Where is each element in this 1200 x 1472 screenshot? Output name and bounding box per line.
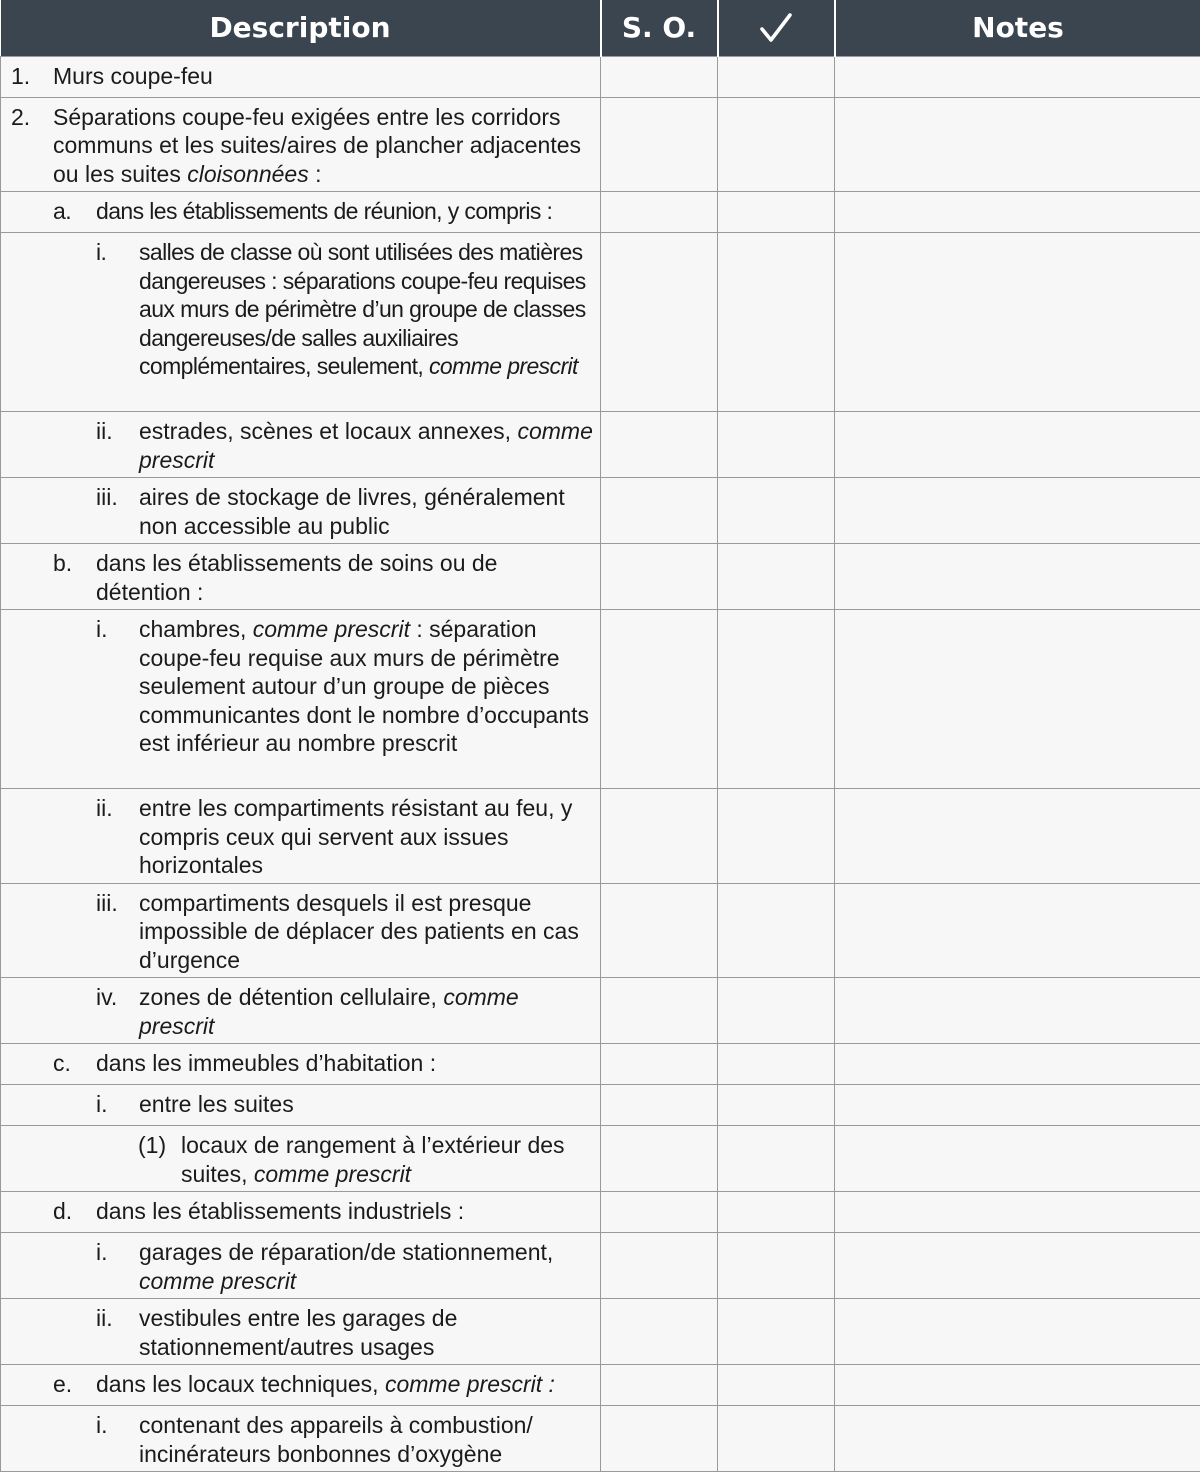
description-cell <box>1 1044 601 1085</box>
item-number: iii. <box>96 483 139 540</box>
item-text-part: chambres, <box>139 616 253 642</box>
check-cell[interactable] <box>718 1126 835 1192</box>
item-number: (1) <box>138 1131 181 1188</box>
list-item <box>1 1197 594 1226</box>
item-text <box>53 103 594 189</box>
description-cell <box>1 192 601 233</box>
item-number: ii. <box>96 417 139 474</box>
item-text-part: dans les établissements industriels : <box>96 1198 464 1224</box>
item-number: i. <box>96 1238 139 1295</box>
item-text <box>139 483 594 540</box>
item-text <box>96 549 594 606</box>
item-text-part: estrades, scènes et locaux annexes, <box>139 418 517 444</box>
item-text-part: dans les établissements de réunion, y compris : <box>96 198 552 224</box>
item-text <box>139 615 594 758</box>
so-cell[interactable] <box>601 544 718 610</box>
check-cell[interactable] <box>718 978 835 1044</box>
notes-cell[interactable] <box>835 97 1200 192</box>
item-text <box>139 889 594 975</box>
description-cell <box>1 1233 601 1299</box>
description-cell <box>1 1126 601 1192</box>
check-cell[interactable] <box>718 192 835 233</box>
description-cell <box>1 97 601 192</box>
item-text-part: locaux de rangement à l’extérieur des suites, <box>181 1132 565 1187</box>
item-text-part: contenant des appareils à combustion/ incinérateurs bonbonnes d’oxygène <box>139 1412 533 1467</box>
item-text <box>96 1049 594 1078</box>
item-text-italic: comme prescrit <box>139 1268 296 1294</box>
item-text-italic: cloisonnées <box>187 161 308 187</box>
item-text-part: : <box>309 161 322 187</box>
item-number: i. <box>96 1411 139 1468</box>
table-row <box>1 1299 1200 1365</box>
item-text <box>139 794 594 880</box>
check-cell[interactable] <box>718 883 835 978</box>
check-cell[interactable] <box>718 56 835 97</box>
item-text-part: dans les immeubles d’habitation : <box>96 1050 436 1076</box>
check-cell[interactable] <box>718 1192 835 1233</box>
item-number: i. <box>96 615 139 758</box>
table-row <box>1 1365 1200 1406</box>
notes-cell[interactable] <box>835 1192 1200 1233</box>
table-row <box>1 97 1200 192</box>
notes-cell[interactable] <box>835 610 1200 789</box>
list-item <box>1 889 594 975</box>
list-item <box>1 1131 594 1188</box>
table-row <box>1 192 1200 233</box>
check-cell[interactable] <box>718 789 835 884</box>
notes-cell[interactable] <box>835 883 1200 978</box>
item-text-part: vestibules entre les garages de stationnement/autres usages <box>139 1305 457 1360</box>
notes-cell[interactable] <box>835 192 1200 233</box>
description-cell <box>1 1299 601 1365</box>
so-cell[interactable] <box>601 978 718 1044</box>
list-item <box>1 197 594 226</box>
so-cell[interactable] <box>601 1365 718 1406</box>
item-number: iv. <box>96 983 139 1040</box>
list-item <box>1 238 594 381</box>
item-number: ii. <box>96 1304 139 1361</box>
list-item <box>1 1304 594 1361</box>
table-row <box>1 56 1200 97</box>
check-cell[interactable] <box>718 233 835 412</box>
list-item <box>1 1049 594 1078</box>
check-cell[interactable] <box>718 1299 835 1365</box>
item-text-part: entre les suites <box>139 1091 294 1117</box>
description-cell <box>1 1406 601 1472</box>
so-cell[interactable] <box>601 789 718 884</box>
description-cell <box>1 233 601 412</box>
so-cell[interactable] <box>601 1192 718 1233</box>
item-text-part: salles de classe où sont utilisées des matières dangereuses : séparations coupe-feu requises aux murs de périmètre d’un groupe de classes dangereuses/de salles auxiliaires complémentaires, seulement, <box>139 239 586 379</box>
so-cell[interactable] <box>601 233 718 412</box>
check-cell[interactable] <box>718 1233 835 1299</box>
item-text <box>96 1370 594 1399</box>
table-row <box>1 1233 1200 1299</box>
table-row <box>1 478 1200 544</box>
so-cell[interactable] <box>601 97 718 192</box>
table-row <box>1 412 1200 478</box>
item-number: 2. <box>11 103 53 189</box>
item-text-part: compartiments desquels il est presque impossible de déplacer des patients en cas d’urgence <box>139 890 579 973</box>
item-text <box>139 983 594 1040</box>
table-row <box>1 978 1200 1044</box>
item-text-part: aires de stockage de livres, généralement non accessible au public <box>139 484 565 539</box>
notes-cell[interactable] <box>835 412 1200 478</box>
checkmark-icon <box>718 0 835 56</box>
list-item <box>1 417 594 474</box>
item-number: c. <box>53 1049 96 1078</box>
table-row <box>1 1085 1200 1126</box>
check-cell[interactable] <box>718 412 835 478</box>
table-row <box>1 1044 1200 1085</box>
so-cell[interactable] <box>601 610 718 789</box>
check-cell[interactable] <box>718 1365 835 1406</box>
notes-cell[interactable] <box>835 789 1200 884</box>
notes-cell[interactable] <box>835 544 1200 610</box>
so-cell[interactable] <box>601 192 718 233</box>
header-row <box>1 0 1200 56</box>
list-item <box>1 794 594 880</box>
item-text-italic: comme prescrit <box>139 984 519 1039</box>
description-cell <box>1 610 601 789</box>
check-cell[interactable] <box>718 97 835 192</box>
item-number: d. <box>53 1197 96 1226</box>
so-cell[interactable] <box>601 1233 718 1299</box>
so-cell[interactable] <box>601 1044 718 1085</box>
item-number: a. <box>53 197 96 226</box>
item-text <box>181 1131 594 1188</box>
item-text <box>139 1411 594 1468</box>
so-cell[interactable] <box>601 1406 718 1472</box>
item-text-italic: comme prescrit <box>253 616 410 642</box>
notes-cell[interactable] <box>835 233 1200 412</box>
item-text <box>139 238 594 381</box>
item-text-part: dans les établissements de soins ou de détention : <box>96 550 497 605</box>
item-text-part: garages de réparation/de stationnement, <box>139 1239 553 1265</box>
table-row <box>1 233 1200 412</box>
description-cell <box>1 544 601 610</box>
list-item <box>1 1238 594 1295</box>
item-text <box>96 197 594 226</box>
notes-cell[interactable] <box>835 1233 1200 1299</box>
check-cell[interactable] <box>718 610 835 789</box>
notes-cell[interactable] <box>835 478 1200 544</box>
description-cell <box>1 412 601 478</box>
item-text <box>139 417 594 474</box>
list-item <box>1 1411 594 1468</box>
item-number: ii. <box>96 794 139 880</box>
so-cell[interactable] <box>601 883 718 978</box>
check-cell[interactable] <box>718 478 835 544</box>
so-cell[interactable] <box>601 1085 718 1126</box>
list-item <box>1 1370 594 1399</box>
list-item <box>1 483 594 540</box>
item-text <box>53 62 594 91</box>
item-text-part: Murs coupe-feu <box>53 63 213 89</box>
item-number: e. <box>53 1370 96 1399</box>
description-cell <box>1 1192 601 1233</box>
check-cell[interactable] <box>718 1044 835 1085</box>
table-row <box>1 789 1200 884</box>
list-item <box>1 103 594 189</box>
notes-cell[interactable] <box>835 1365 1200 1406</box>
item-text <box>139 1304 594 1361</box>
list-item <box>1 983 594 1040</box>
item-text-part: entre les compartiments résistant au feu, y compris ceux qui servent aux issues horizontales <box>139 795 572 878</box>
item-number: iii. <box>96 889 139 975</box>
item-number: b. <box>53 549 96 606</box>
list-item <box>1 549 594 606</box>
item-text <box>96 1197 594 1226</box>
item-text-part: : séparation coupe-feu requise aux murs de périmètre seulement autour d’un groupe de pièces communicantes dont le nombre d’occupants est inférieur au nombre prescrit <box>139 616 589 756</box>
table-row <box>1 883 1200 978</box>
so-cell[interactable] <box>601 1126 718 1192</box>
item-number: 1. <box>11 62 53 91</box>
item-number: i. <box>96 238 139 381</box>
item-text-italic: comme prescrit : <box>385 1371 555 1397</box>
table-row <box>1 610 1200 789</box>
description-header: Description <box>1 0 601 56</box>
check-cell[interactable] <box>718 544 835 610</box>
so-cell[interactable] <box>601 1299 718 1365</box>
notes-cell[interactable] <box>835 1044 1200 1085</box>
item-text <box>139 1090 594 1119</box>
check-cell[interactable] <box>718 1085 835 1126</box>
so-cell[interactable] <box>601 478 718 544</box>
item-text-part: zones de détention cellulaire, <box>139 984 443 1010</box>
description-cell <box>1 883 601 978</box>
table-row <box>1 544 1200 610</box>
notes-cell[interactable] <box>835 1126 1200 1192</box>
item-text-italic: comme prescrit <box>254 1161 411 1187</box>
item-text <box>139 1238 594 1295</box>
item-text-part: dans les locaux techniques, <box>96 1371 385 1397</box>
notes-cell[interactable] <box>835 978 1200 1044</box>
description-cell <box>1 478 601 544</box>
list-item <box>1 62 594 91</box>
table-row <box>1 1126 1200 1192</box>
item-text-italic: comme prescrit <box>139 418 593 473</box>
description-cell <box>1 789 601 884</box>
table-row <box>1 1192 1200 1233</box>
notes-cell[interactable] <box>835 1299 1200 1365</box>
notes-cell[interactable] <box>835 56 1200 97</box>
description-cell <box>1 978 601 1044</box>
description-cell <box>1 1365 601 1406</box>
list-item <box>1 615 594 758</box>
description-cell <box>1 1085 601 1126</box>
so-cell[interactable] <box>601 56 718 97</box>
so-header: S. O. <box>601 0 718 56</box>
so-cell[interactable] <box>601 412 718 478</box>
item-text-italic: comme prescrit <box>429 353 578 379</box>
notes-header: Notes <box>835 0 1200 56</box>
list-item <box>1 1090 594 1119</box>
item-text-part: Séparations coupe-feu exigées entre les corridors communs et les suites/aires de plancher adjacentes ou les suites <box>53 104 581 187</box>
notes-cell[interactable] <box>835 1085 1200 1126</box>
table-row <box>1 1406 1200 1472</box>
notes-cell[interactable] <box>835 1406 1200 1472</box>
description-cell <box>1 56 601 97</box>
item-number: i. <box>96 1090 139 1119</box>
check-cell[interactable] <box>718 1406 835 1472</box>
